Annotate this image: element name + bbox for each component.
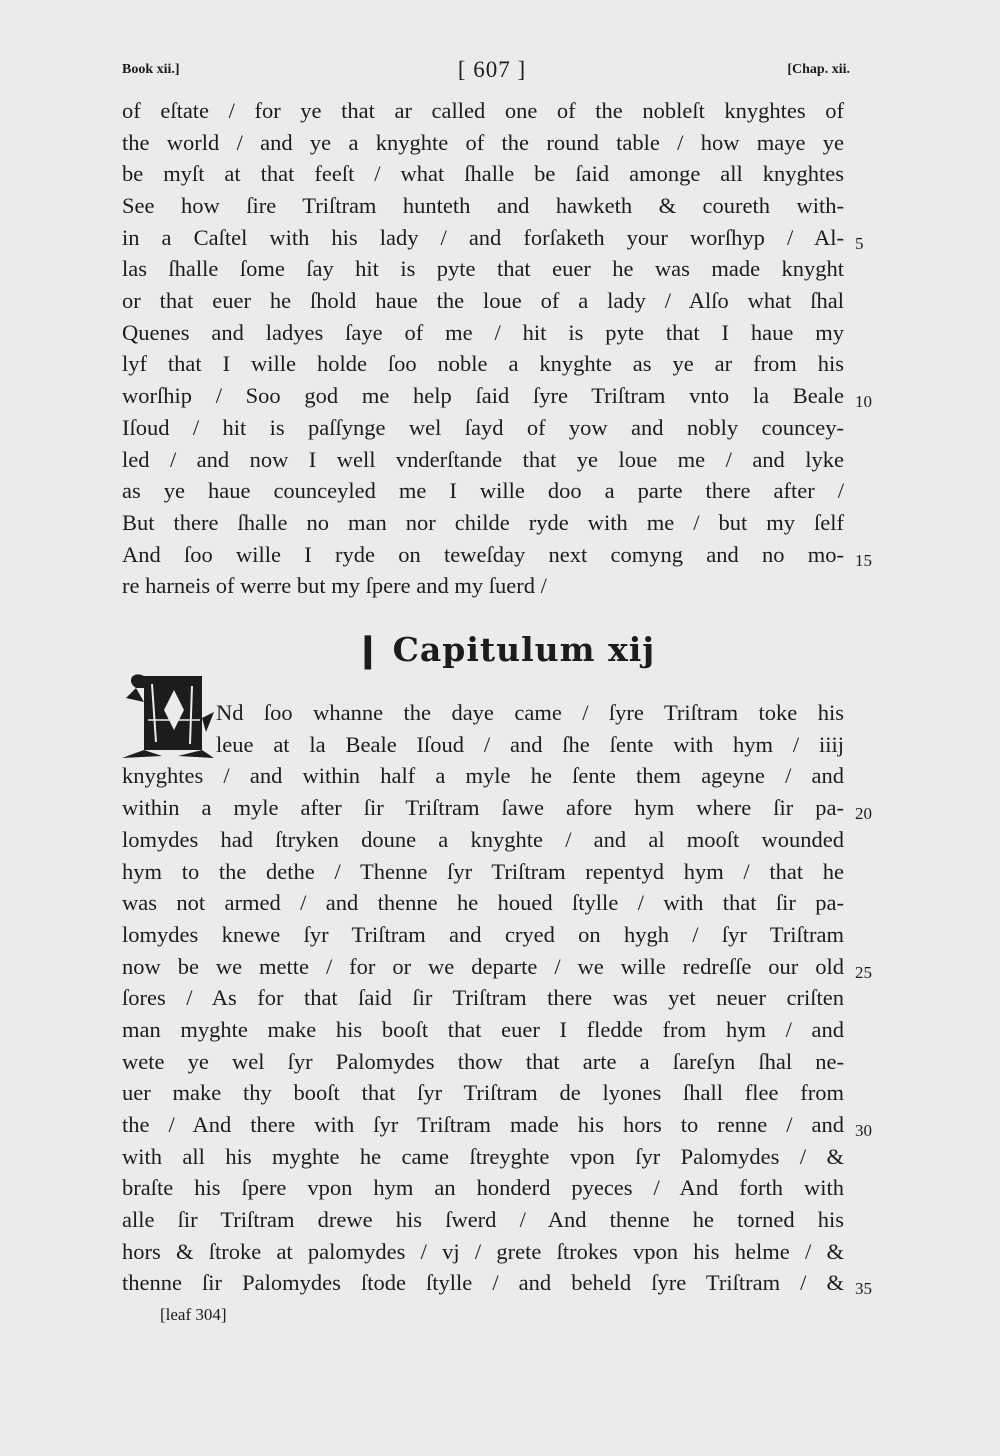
text-line: of eſtate / for ye that ar called one of the nobleſt knyghtes of — [122, 98, 844, 123]
text-line: with all his myghte he came ſtreyghte vpon ſyr Palomydes / & — [122, 1144, 844, 1169]
text-line: leue at la Beale Iſoud / and ſhe ſente with hym / iiij — [216, 732, 844, 757]
text-line: led / and now I well vnderſtande that ye loue me / and lyke — [122, 447, 844, 472]
text-line: re harneis of werre but my ſpere and my ſuerd / — [122, 573, 547, 598]
text-line: now be we mette / for or we departe / we wille redreſſe our old — [122, 954, 844, 979]
line-number: 10 — [855, 392, 872, 411]
text-line: worſhip / Soo god me help ſaid ſyre Triſtram vnto la Beale — [122, 383, 844, 408]
text-line: was not armed / and thenne he houed ſtylle / with that ſir pa- — [122, 890, 844, 915]
text-line: as ye haue counceyled me I wille doo a parte there after / — [122, 478, 844, 503]
running-head-book: Book xii.] — [122, 62, 180, 77]
paragraph-mark-icon: ❙ — [354, 630, 383, 669]
text-line: lyf that I wille holde ſoo noble a knyghte as ye ar from his — [122, 351, 844, 376]
text-line: man myghte make his booſt that euer I fledde from hym / and — [122, 1017, 844, 1042]
running-head-chapter: [Chap. xii. — [787, 62, 850, 77]
line-number: 20 — [855, 804, 872, 823]
chapter-heading — [354, 628, 655, 672]
text-line: be myſt at that feeſt / what ſhalle be ſaid amonge all knyghtes — [122, 161, 844, 186]
line-number: 15 — [855, 551, 872, 570]
text-line: lomydes knewe ſyr Triſtram and cryed on hygh / ſyr Triſtram — [122, 922, 844, 947]
line-number: 35 — [855, 1279, 872, 1298]
text-line: Iſoud / hit is paſſynge wel ſayd of yow and nobly councey- — [122, 415, 844, 440]
chapter-title: Capitulum xij — [392, 630, 656, 669]
drop-initial-icon — [122, 668, 214, 760]
running-head — [122, 57, 850, 87]
line-number: 25 — [855, 963, 872, 982]
text-line: See how ſire Triſtram hunteth and hawketh & coureth with- — [122, 193, 844, 218]
text-line: or that euer he ſhold haue the loue of a lady / Alſo what ſhal — [122, 288, 844, 313]
text-line: Quenes and ladyes ſaye of me / hit is pyte that I haue my — [122, 320, 844, 345]
text-line: uer make thy booſt that ſyr Triſtram de lyones ſhall flee from — [122, 1080, 844, 1105]
text-line: Nd ſoo whanne the daye came / ſyre Triſtram toke his — [216, 700, 844, 725]
text-line: braſte his ſpere vpon hym an honderd pyeces / And forth with — [122, 1175, 844, 1200]
line-number: 30 — [855, 1121, 872, 1140]
line-number: 5 — [855, 234, 864, 253]
text-line: within a myle after ſir Triſtram ſawe afore hym where ſir pa- — [122, 795, 844, 820]
text-line: hors & ſtroke at palomydes / vj / grete ſtrokes vpon his helme / & — [122, 1239, 844, 1264]
text-line: wete ye wel ſyr Palomydes thow that arte a ſareſyn ſhal ne- — [122, 1049, 844, 1074]
text-line: knyghtes / and within half a myle he ſente them ageyne / and — [122, 763, 844, 788]
text-line: But there ſhalle no man nor childe ryde with me / but my ſelf — [122, 510, 844, 535]
text-line: hym to the dethe / Thenne ſyr Triſtram repentyd hym / that he — [122, 859, 844, 884]
text-line: ſores / As for that ſaid ſir Triſtram there was yet neuer criſten — [122, 985, 844, 1010]
text-line: And ſoo wille I ryde on teweſday next comyng and no mo- — [122, 542, 844, 567]
leaf-signature: [leaf 304] — [160, 1305, 227, 1324]
text-line: thenne ſir Palomydes ſtode ſtylle / and beheld ſyre Triſtram / & — [122, 1270, 844, 1295]
text-line: las ſhalle ſome ſay hit is pyte that euer he was made knyght — [122, 256, 844, 281]
text-line: the / And there with ſyr Triſtram made his hors to renne / and — [122, 1112, 844, 1137]
text-line: in a Caſtel with his lady / and forſaketh your worſhyp / Al- — [122, 225, 844, 250]
page-number: [ 607 ] — [457, 57, 527, 82]
text-line: alle ſir Triſtram drewe his ſwerd / And thenne he torned his — [122, 1207, 844, 1232]
text-line: lomydes had ſtryken doune a knyghte / and al mooſt wounded — [122, 827, 844, 852]
text-line: the world / and ye a knyghte of the round table / how maye ye — [122, 130, 844, 155]
